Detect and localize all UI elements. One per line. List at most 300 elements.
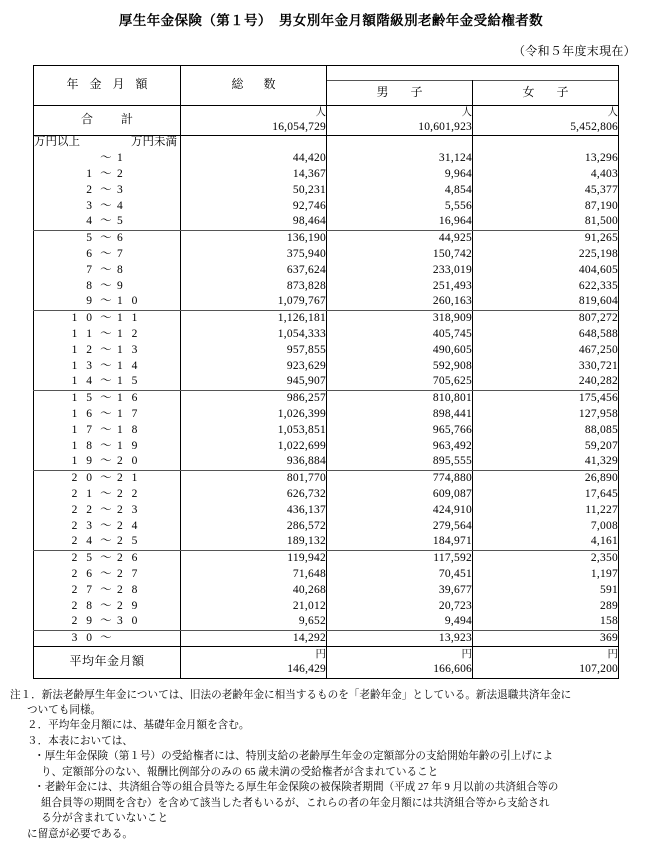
- unit-label-yen-total: 円: [315, 648, 326, 660]
- table-row-range-header: [34, 135, 619, 150]
- cell-total: 945,907: [181, 374, 327, 390]
- footnote-line: ３．本表においては、: [27, 735, 133, 747]
- cell-total: 189,132: [181, 534, 327, 550]
- range-upper-value: 2 3: [117, 503, 141, 516]
- row-label-amount-range: [34, 342, 181, 358]
- cell-total: 637,624: [181, 262, 327, 278]
- cell-female: 175,456: [473, 390, 619, 406]
- cell-male: 70,451: [327, 566, 473, 582]
- row-label-amount-range: [34, 502, 181, 518]
- cell-female: 11,227: [473, 502, 619, 518]
- range-lower-value: 1 1: [71, 327, 95, 340]
- cell-male: 251,493: [327, 278, 473, 294]
- range-header-spacer-total: [181, 135, 327, 150]
- cell-male: 898,441: [327, 406, 473, 422]
- table-row: [34, 278, 619, 294]
- range-lower-value: 1 7: [71, 423, 95, 436]
- cell-male: 4,854: [327, 182, 473, 198]
- cell-total: 136,190: [181, 230, 327, 246]
- table-row: [34, 182, 619, 198]
- row-label-amount-range: [34, 566, 181, 582]
- row-label-amount-range: [34, 438, 181, 454]
- cell-male: 9,494: [327, 614, 473, 630]
- row-label-amount-range: [34, 230, 181, 246]
- table-row: [34, 486, 619, 502]
- range-tilde-symbol: ～: [100, 551, 112, 564]
- row-label-amount-range: [34, 246, 181, 262]
- range-tilde-symbol: ～: [100, 343, 112, 356]
- table-row: [34, 326, 619, 342]
- range-upper-value: 2 9: [117, 599, 141, 612]
- cell-male-grand-total: [327, 105, 473, 135]
- range-tilde-symbol: ～: [100, 631, 112, 644]
- cell-male: 150,742: [327, 246, 473, 262]
- cell-total: 873,828: [181, 278, 327, 294]
- table-row: [34, 598, 619, 614]
- range-upper-value: 9: [117, 279, 126, 292]
- unit-label-people-female: 人: [607, 106, 618, 118]
- range-tilde-symbol: ～: [100, 615, 112, 628]
- range-lower-value: 1 9: [71, 455, 95, 468]
- range-lower-value: 2 0: [71, 471, 95, 484]
- cell-female: 648,588: [473, 326, 619, 342]
- table-row: [34, 502, 619, 518]
- row-label-amount-range: [34, 390, 181, 406]
- row-label-amount-range: [34, 374, 181, 390]
- cell-male: 9,964: [327, 166, 473, 182]
- cell-total: 1,079,767: [181, 294, 327, 310]
- row-label-amount-range: [34, 614, 181, 630]
- range-lower-value: 2 5: [71, 551, 95, 564]
- range-tilde-symbol: ～: [100, 503, 112, 516]
- table-row: [34, 342, 619, 358]
- range-lower-value: 2 9: [71, 615, 95, 628]
- range-lower-value: 1 2: [71, 343, 95, 356]
- row-label-amount-range: [34, 406, 181, 422]
- column-header-pension-amount: 年 金 月 額: [34, 65, 181, 105]
- range-upper-value: 1 6: [117, 391, 141, 404]
- table-footer: [34, 646, 619, 678]
- cell-male-average: [327, 646, 473, 678]
- range-upper-value: 1 4: [117, 359, 141, 372]
- cell-total: 92,746: [181, 198, 327, 214]
- cell-female: 4,403: [473, 166, 619, 182]
- cell-female: 91,265: [473, 230, 619, 246]
- range-lower-value: 1 8: [71, 439, 95, 452]
- unit-label-people-male: 人: [461, 106, 472, 118]
- cell-total: 44,420: [181, 150, 327, 166]
- cell-total: 1,053,851: [181, 422, 327, 438]
- range-upper-value: 1 9: [117, 439, 141, 452]
- range-lower-value: 1 3: [71, 359, 95, 372]
- range-tilde-symbol: ～: [100, 247, 112, 260]
- cell-male: 609,087: [327, 486, 473, 502]
- cell-male: 279,564: [327, 518, 473, 534]
- range-tilde-symbol: ～: [100, 167, 112, 180]
- statistics-table-container: [33, 65, 618, 679]
- range-tilde-symbol: ～: [100, 279, 112, 292]
- row-label-amount-range: [34, 470, 181, 486]
- cell-total: 21,012: [181, 598, 327, 614]
- footnote-line: ついても同様。: [27, 705, 102, 716]
- range-upper-value: 1 1: [117, 311, 141, 324]
- cell-male: 44,925: [327, 230, 473, 246]
- range-header-spacer-female: [473, 135, 619, 150]
- cell-total: 957,855: [181, 342, 327, 358]
- row-label-amount-range: [34, 630, 181, 646]
- range-upper-value: 2 5: [117, 535, 141, 548]
- row-label-amount-range: [34, 294, 181, 310]
- range-tilde-symbol: ～: [100, 375, 112, 388]
- range-tilde-symbol: ～: [100, 199, 112, 212]
- range-upper-value: 2 4: [117, 519, 141, 532]
- cell-total: 1,022,699: [181, 438, 327, 454]
- range-lower-value: 2 4: [71, 535, 95, 548]
- cell-total: 9,652: [181, 614, 327, 630]
- range-tilde-symbol: ～: [100, 327, 112, 340]
- cell-male: 233,019: [327, 262, 473, 278]
- range-tilde-symbol: ～: [100, 231, 112, 244]
- cell-male: 31,124: [327, 150, 473, 166]
- cell-female: 13,296: [473, 150, 619, 166]
- cell-total: 986,257: [181, 390, 327, 406]
- column-header-female: 女 子: [473, 80, 619, 105]
- column-header-total: 総 数: [181, 65, 327, 105]
- cell-total: 436,137: [181, 502, 327, 518]
- cell-total: 1,126,181: [181, 310, 327, 326]
- footnote-line: る分が含まれていないこと: [41, 813, 169, 825]
- unit-label-people-total: 人: [315, 106, 326, 118]
- cell-female: 369: [473, 630, 619, 646]
- cell-male: 5,556: [327, 198, 473, 214]
- row-label-amount-range: [34, 486, 181, 502]
- range-upper-value: 2 2: [117, 487, 141, 500]
- range-lower-value: 1 6: [71, 407, 95, 420]
- cell-male: 424,910: [327, 502, 473, 518]
- table-row-grand-total: [34, 105, 619, 135]
- cell-female: 26,890: [473, 470, 619, 486]
- range-tilde-symbol: ～: [100, 455, 112, 468]
- table-row-average: [34, 646, 619, 678]
- row-label-amount-range: [34, 598, 181, 614]
- cell-total: 1,054,333: [181, 326, 327, 342]
- table-row: [34, 294, 619, 310]
- cell-female: 404,605: [473, 262, 619, 278]
- range-lower-value: 2: [86, 183, 95, 196]
- range-lower-value: 2 3: [71, 519, 95, 532]
- table-row: [34, 518, 619, 534]
- table-row: [34, 198, 619, 214]
- header-spacer-male: [327, 65, 473, 80]
- header-row-top: [34, 65, 619, 80]
- footnotes-section: [0, 688, 650, 843]
- range-lower-value: 1 0: [71, 311, 95, 324]
- header-spacer-female: [473, 65, 619, 80]
- page-title: 厚生年金保険（第１号） 男女別年金月額階級別老齢年金受給権者数: [118, 13, 544, 29]
- range-lower-value: 3: [86, 199, 95, 212]
- footnote-line: ２．平均年金月額には、基礎年金月額を含む。: [27, 720, 250, 732]
- cell-male: 490,605: [327, 342, 473, 358]
- range-upper-value: 2 8: [117, 583, 141, 596]
- cell-female: 81,500: [473, 214, 619, 230]
- cell-total: 936,884: [181, 454, 327, 470]
- range-lower-value: 1: [86, 167, 95, 180]
- table-row: [34, 534, 619, 550]
- row-label-amount-range: [34, 534, 181, 550]
- cell-female-average: [473, 646, 619, 678]
- cell-male: 810,801: [327, 390, 473, 406]
- value-female-grand-total: 5,452,806: [570, 120, 618, 133]
- range-upper-value: 2: [117, 167, 126, 180]
- cell-female: 41,329: [473, 454, 619, 470]
- cell-female: 17,645: [473, 486, 619, 502]
- row-label-amount-range: [34, 150, 181, 166]
- value-total-average: 146,429: [287, 662, 326, 675]
- row-label-amount-range: [34, 582, 181, 598]
- cell-total-grand-total: [181, 105, 327, 135]
- range-tilde-symbol: ～: [100, 359, 112, 372]
- table-row: [34, 406, 619, 422]
- cell-male: 963,492: [327, 438, 473, 454]
- cell-total: 98,464: [181, 214, 327, 230]
- cell-total: 923,629: [181, 358, 327, 374]
- cell-female: 87,190: [473, 198, 619, 214]
- cell-total: 375,940: [181, 246, 327, 262]
- cell-female: 591: [473, 582, 619, 598]
- value-female-average: 107,200: [579, 662, 618, 675]
- row-label-amount-range: [34, 166, 181, 182]
- range-tilde-symbol: ～: [100, 311, 112, 324]
- cell-total: 40,268: [181, 582, 327, 598]
- cell-male: 895,555: [327, 454, 473, 470]
- cell-total: 1,026,399: [181, 406, 327, 422]
- cell-total: 14,292: [181, 630, 327, 646]
- footnote-line: 注１．新法老齢厚生年金については、旧法の老齢年金に相当するものを「老齢年金」としている。新法退職共済年金に: [10, 689, 572, 701]
- range-tilde-symbol: ～: [100, 215, 112, 228]
- range-lower-value: 1 4: [71, 375, 95, 388]
- range-tilde-symbol: ～: [100, 391, 112, 404]
- range-tilde-symbol: ～: [100, 423, 112, 436]
- footnote-line: 組合員等の期間を含む）を含めて該当した者もいるが、これらの者の年金月額には共済組合等から支給され: [41, 797, 550, 809]
- cell-male: 117,592: [327, 550, 473, 566]
- range-lower-value: 7: [86, 263, 95, 276]
- cell-male: 592,908: [327, 358, 473, 374]
- row-label-amount-range: [34, 454, 181, 470]
- row-label-amount-range: [34, 310, 181, 326]
- range-upper-value: 3 0: [117, 615, 141, 628]
- range-upper-value: 1 0: [117, 295, 141, 308]
- cell-female: 1,197: [473, 566, 619, 582]
- range-upper-value: 8: [117, 263, 126, 276]
- row-label-amount-range: [34, 550, 181, 566]
- range-tilde-symbol: ～: [100, 567, 112, 580]
- value-total-grand-total: 16,054,729: [272, 120, 326, 133]
- column-header-male: 男 子: [327, 80, 473, 105]
- range-upper-value: 1 2: [117, 327, 141, 340]
- cell-female: 225,198: [473, 246, 619, 262]
- cell-total-average: [181, 646, 327, 678]
- cell-male: 39,677: [327, 582, 473, 598]
- cell-female-grand-total: [473, 105, 619, 135]
- cell-female: 4,161: [473, 534, 619, 550]
- document-subtitle: （令和５年度末現在）: [512, 43, 636, 58]
- cell-female: 289: [473, 598, 619, 614]
- table-row: [34, 390, 619, 406]
- table-row: [34, 358, 619, 374]
- cell-female: 819,604: [473, 294, 619, 310]
- range-tilde-symbol: ～: [100, 487, 112, 500]
- table-row: [34, 438, 619, 454]
- table-row: [34, 262, 619, 278]
- range-upper-value: 1 8: [117, 423, 141, 436]
- cell-female: 59,207: [473, 438, 619, 454]
- range-tilde-symbol: ～: [100, 151, 112, 164]
- pension-statistics-table: [33, 65, 619, 679]
- range-upper-value: 4: [117, 199, 126, 212]
- range-tilde-symbol: ～: [100, 519, 112, 532]
- cell-male: 184,971: [327, 534, 473, 550]
- table-row: [34, 166, 619, 182]
- cell-male: 260,163: [327, 294, 473, 310]
- table-row: [34, 550, 619, 566]
- table-row: [34, 246, 619, 262]
- range-tilde-symbol: ～: [100, 471, 112, 484]
- cell-male: 13,923: [327, 630, 473, 646]
- range-upper-value: 2 7: [117, 567, 141, 580]
- table-row: [34, 214, 619, 230]
- cell-male: 405,745: [327, 326, 473, 342]
- row-label-amount-range: [34, 262, 181, 278]
- table-row: [34, 630, 619, 646]
- row-label-average: 平均年金月額: [34, 646, 181, 678]
- range-upper-value: 1 7: [117, 407, 141, 420]
- table-body: [34, 105, 619, 646]
- value-male-average: 166,606: [433, 662, 472, 675]
- cell-male: 774,880: [327, 470, 473, 486]
- row-label-amount-range: [34, 422, 181, 438]
- footnote-line: ・老齢年金には、共済組合等の組合員等たる厚生年金保険の被保険者期間（平成 27 年 9 月以前の共済組合等の: [34, 782, 559, 794]
- cell-female: 330,721: [473, 358, 619, 374]
- range-tilde-symbol: ～: [100, 407, 112, 420]
- footnote-line: ・厚生年金保険（第１号）の受給権者には、特別支給の老齢厚生年金の定額部分の支給開始年齢の引上げによ: [34, 751, 554, 763]
- row-label-amount-range: [34, 278, 181, 294]
- table-row: [34, 374, 619, 390]
- cell-female: 88,085: [473, 422, 619, 438]
- range-upper-value: 2 1: [117, 471, 141, 484]
- cell-female: 158: [473, 614, 619, 630]
- range-tilde-symbol: ～: [100, 439, 112, 452]
- cell-male: 318,909: [327, 310, 473, 326]
- range-upper-value: 5: [117, 215, 126, 228]
- cell-total: 626,732: [181, 486, 327, 502]
- cell-total: 50,231: [181, 182, 327, 198]
- range-header-upper-bound: 万円未満: [131, 136, 177, 149]
- unit-label-yen-male: 円: [461, 648, 472, 660]
- cell-female: 2,350: [473, 550, 619, 566]
- range-upper-value: 7: [117, 247, 126, 260]
- table-row: [34, 470, 619, 486]
- cell-female: 467,250: [473, 342, 619, 358]
- range-upper-value: 3: [117, 183, 126, 196]
- cell-female: 7,008: [473, 518, 619, 534]
- table-row: [34, 310, 619, 326]
- cell-male: 16,964: [327, 214, 473, 230]
- range-tilde-symbol: ～: [100, 535, 112, 548]
- row-label-amount-range: [34, 358, 181, 374]
- range-tilde-symbol: ～: [100, 599, 112, 612]
- range-lower-value: 2 2: [71, 503, 95, 516]
- cell-total: 286,572: [181, 518, 327, 534]
- range-upper-value: 2 0: [117, 455, 141, 468]
- table-row: [34, 230, 619, 246]
- cell-total: 71,648: [181, 566, 327, 582]
- row-label-grand-total: 合 計: [34, 105, 181, 135]
- row-label-amount-range: [34, 518, 181, 534]
- range-lower-value: 4: [86, 215, 95, 228]
- range-lower-value: 3 0: [71, 631, 95, 644]
- document-page: [0, 13, 650, 860]
- range-lower-value: 8: [86, 279, 95, 292]
- range-lower-value: 6: [86, 247, 95, 260]
- cell-male: 20,723: [327, 598, 473, 614]
- unit-label-yen-female: 円: [607, 648, 618, 660]
- row-label-amount-range: [34, 326, 181, 342]
- cell-total: 119,942: [181, 550, 327, 566]
- table-row: [34, 614, 619, 630]
- value-male-grand-total: 10,601,923: [418, 120, 472, 133]
- range-tilde-symbol: ～: [100, 295, 112, 308]
- range-lower-value: 2 1: [71, 487, 95, 500]
- range-upper-value: 1: [117, 151, 126, 164]
- row-label-amount-range: [34, 214, 181, 230]
- range-lower-value: 5: [86, 231, 95, 244]
- range-upper-value: 6: [117, 231, 126, 244]
- cell-total: 801,770: [181, 470, 327, 486]
- range-tilde-symbol: ～: [100, 183, 112, 196]
- cell-female: 807,272: [473, 310, 619, 326]
- range-lower-value: 2 8: [71, 599, 95, 612]
- cell-female: 127,958: [473, 406, 619, 422]
- range-lower-value: 9: [86, 295, 95, 308]
- range-upper-value: 1 3: [117, 343, 141, 356]
- row-label-amount-range: [34, 198, 181, 214]
- table-row: [34, 454, 619, 470]
- range-header-lower-bound: 万円以上: [34, 136, 80, 149]
- range-header-spacer-male: [327, 135, 473, 150]
- range-lower-value: 2 6: [71, 567, 95, 580]
- range-tilde-symbol: ～: [100, 583, 112, 596]
- range-tilde-symbol: ～: [100, 263, 112, 276]
- cell-total: 14,367: [181, 166, 327, 182]
- range-upper-value: 1 5: [117, 375, 141, 388]
- footnote-line: り、定額部分のない、報酬比例部分のみの 65 歳未満の受給権者が含まれていること: [41, 766, 439, 778]
- cell-male: 965,766: [327, 422, 473, 438]
- range-lower-value: 1 5: [71, 391, 95, 404]
- range-upper-value: 2 6: [117, 551, 141, 564]
- table-row: [34, 566, 619, 582]
- cell-male: 705,625: [327, 374, 473, 390]
- table-row: [34, 582, 619, 598]
- table-row: [34, 422, 619, 438]
- range-lower-value: 2 7: [71, 583, 95, 596]
- cell-female: 45,377: [473, 182, 619, 198]
- row-label-amount-range: [34, 182, 181, 198]
- cell-female: 622,335: [473, 278, 619, 294]
- footnote-line: に留意が必要である。: [27, 828, 133, 840]
- table-header: [34, 65, 619, 105]
- table-row: [34, 150, 619, 166]
- range-header-cell: [34, 135, 181, 150]
